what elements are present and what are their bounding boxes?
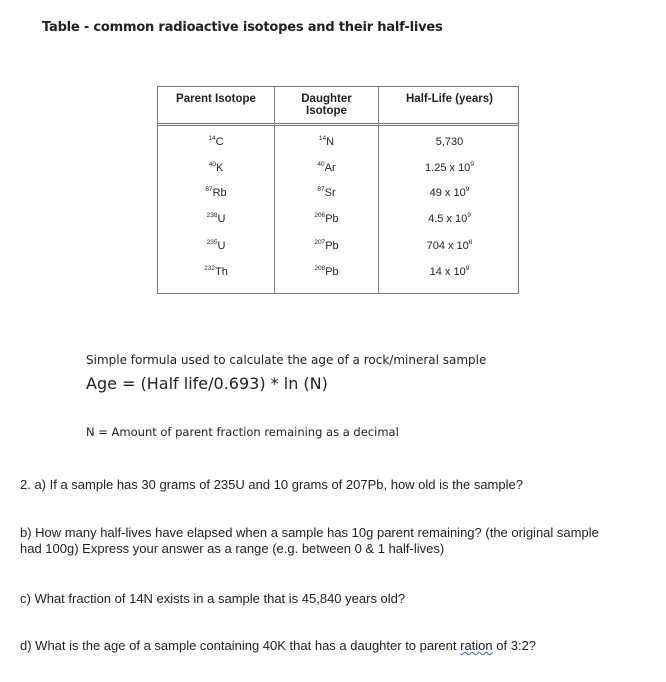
element-symbol: Pb (325, 240, 339, 252)
mass-number: 87 (317, 186, 325, 193)
mass-number: 40 (317, 161, 325, 168)
mass-number: 14 (208, 135, 216, 142)
daughter-isotope-cell (275, 161, 378, 174)
mass-number: 238 (206, 212, 218, 219)
half-life-exponent: 9 (470, 161, 474, 168)
question-2b-line2: had 100g) Express your answer as a range (e.g. between 0 & 1 half-lives) (20, 541, 445, 556)
half-life-exponent: 9 (467, 212, 471, 219)
question-2d-text: d) What is the age of a sample containing 40K that has a daughter to parent (20, 638, 461, 653)
page-title: Table - common radioactive isotopes and their half-lives (42, 20, 443, 35)
mass-number: 208 (314, 265, 326, 272)
element-symbol: Th (215, 266, 228, 278)
half-life-cell (379, 135, 520, 148)
half-life-value: 14 x 10 (429, 266, 466, 278)
formula-note: N = Amount of parent fraction remaining as a decimal (86, 425, 399, 439)
daughter-isotope-cell (275, 265, 378, 278)
question-2b-line1: b) How many half-lives have elapsed when a sample has 10g parent remaining? (the original sample (20, 525, 599, 540)
half-life-value: 704 x 10 (426, 240, 469, 252)
spellcheck-flagged-word: ration (460, 638, 493, 653)
mass-number: 87 (205, 186, 213, 193)
element-symbol: C (215, 136, 224, 148)
parent-isotope-cell (158, 239, 274, 252)
daughter-isotope-cell (275, 186, 378, 199)
element-symbol: Ar (324, 162, 336, 174)
mass-number: 207 (314, 239, 326, 246)
mass-number: 206 (314, 212, 326, 219)
parent-isotope-cell (158, 161, 274, 174)
half-life-value: 1.25 x 10 (425, 162, 471, 174)
mass-number: 40 (208, 161, 216, 168)
question-2c: c) What fraction of 14N exists in a sample that is 45,840 years old? (20, 591, 406, 606)
half-life-value: 49 x 10 (429, 187, 466, 199)
half-life-value: 5,730 (435, 136, 464, 148)
mass-number: 235 (206, 239, 218, 246)
daughter-isotope-cell (275, 239, 378, 252)
formula-label: Simple formula used to calculate the age of a rock/mineral sample (86, 353, 487, 367)
parent-isotope-cell (158, 265, 274, 278)
element-symbol: U (217, 213, 226, 225)
half-life-cell (379, 239, 520, 252)
question-2b (20, 525, 599, 557)
half-life-cell (379, 186, 520, 199)
half-life-cell (379, 265, 520, 278)
element-symbol: N (326, 136, 335, 148)
isotope-table (157, 86, 519, 294)
age-formula: Age = (Half life/0.693) * ln (N) (86, 374, 328, 393)
half-life-exponent: 9 (465, 186, 470, 193)
mass-number: 232 (204, 265, 215, 272)
header-daughter-line2: Isotope (306, 105, 347, 117)
element-symbol: Rb (212, 187, 227, 199)
half-life-cell (379, 212, 520, 225)
half-life-cell (379, 161, 520, 174)
question-2a: 2. a) If a sample has 30 grams of 235U and 10 grams of 207Pb, how old is the sample? (20, 477, 523, 492)
element-symbol: Pb (325, 213, 339, 225)
table-header (158, 87, 518, 126)
question-2d (20, 638, 536, 654)
daughter-isotope-cell (275, 212, 378, 225)
element-symbol: Sr (324, 187, 336, 199)
half-life-value: 4.5 x 10 (428, 213, 468, 225)
mass-number: 14 (318, 135, 327, 142)
question-2d-end: of 3:2? (492, 638, 537, 653)
parent-isotope-cell (158, 186, 274, 199)
parent-isotope-cell (158, 135, 274, 148)
half-life-exponent: 9 (465, 265, 470, 272)
header-daughter-isotope (275, 93, 378, 117)
element-symbol: K (215, 162, 224, 174)
header-half-life: Half-Life (years) (406, 93, 493, 105)
header-daughter-line1: Daughter (301, 93, 352, 105)
element-symbol: Pb (325, 266, 339, 278)
header-parent-isotope: Parent Isotope (176, 93, 256, 105)
element-symbol: U (217, 240, 226, 252)
daughter-isotope-cell (275, 135, 378, 148)
half-life-exponent: 6 (468, 239, 473, 246)
parent-isotope-cell (158, 212, 274, 225)
